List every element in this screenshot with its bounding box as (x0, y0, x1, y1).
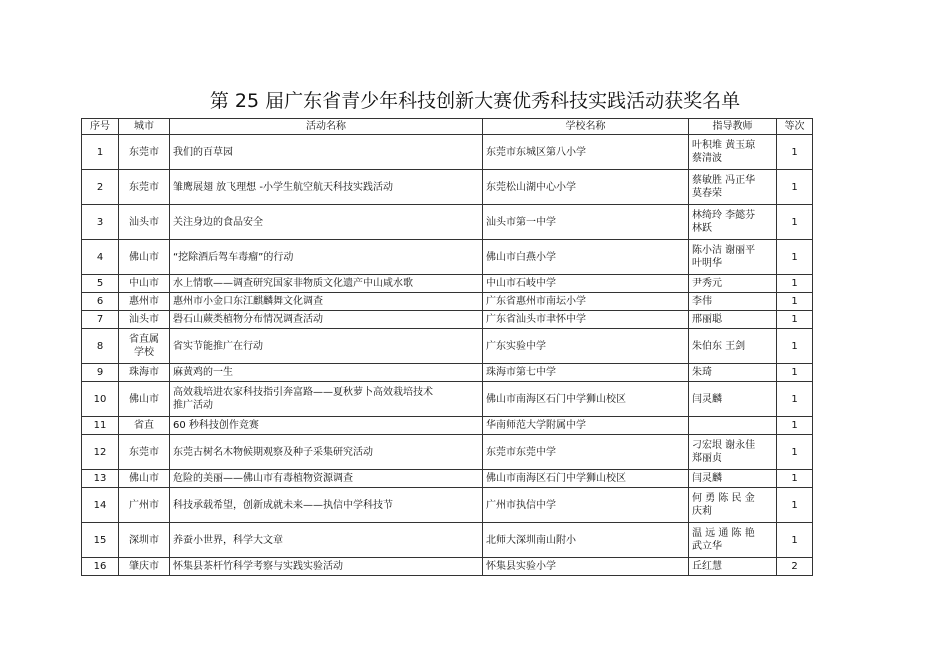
cell-school: 中山市石岐中学 (483, 275, 689, 293)
cell-rank: 1 (777, 170, 813, 205)
cell-school: 东莞市东城区第八小学 (483, 135, 689, 170)
cell-rank: 1 (777, 470, 813, 488)
cell-no: 13 (82, 470, 119, 488)
cell-school: 华南师范大学附属中学 (483, 417, 689, 435)
cell-activity: 养蚕小世界，科学大文章 (170, 523, 483, 558)
cell-teacher: 闫灵麟 (689, 382, 777, 417)
cell-teacher: 李伟 (689, 293, 777, 311)
cell-activity: 60 秒科技创作竞赛 (170, 417, 483, 435)
cell-rank: 1 (777, 382, 813, 417)
cell-rank: 1 (777, 275, 813, 293)
cell-city: 东莞市 (119, 435, 170, 470)
cell-activity: 礐石山蕨类植物分布情况调查活动 (170, 311, 483, 329)
cell-city: 汕头市 (119, 205, 170, 240)
table-row (82, 240, 813, 275)
cell-school: 北师大深圳南山附小 (483, 523, 689, 558)
cell-rank: 1 (777, 135, 813, 170)
cell-teacher: 朱琦 (689, 364, 777, 382)
table-body (82, 135, 813, 576)
cell-school: 广东实验中学 (483, 329, 689, 364)
cell-rank: 1 (777, 311, 813, 329)
cell-school: 怀集县实验小学 (483, 558, 689, 576)
cell-no: 5 (82, 275, 119, 293)
cell-no: 8 (82, 329, 119, 364)
header-city: 城市 (119, 119, 170, 135)
table-row (82, 275, 813, 293)
cell-rank: 1 (777, 364, 813, 382)
header-no: 序号 (82, 119, 119, 135)
cell-school: 佛山市南海区石门中学狮山校区 (483, 470, 689, 488)
cell-activity: 水上情歌——调查研究国家非物质文化遗产中山咸水歌 (170, 275, 483, 293)
cell-no: 14 (82, 488, 119, 523)
header-school: 学校名称 (483, 119, 689, 135)
cell-teacher: 丘红慧 (689, 558, 777, 576)
table-row (82, 329, 813, 364)
cell-city: 惠州市 (119, 293, 170, 311)
table-row (82, 523, 813, 558)
cell-city: 省直 (119, 417, 170, 435)
cell-no: 16 (82, 558, 119, 576)
cell-teacher: 尹秀元 (689, 275, 777, 293)
cell-teacher: 何 勇 陈 民 金 庆莉 (689, 488, 777, 523)
table-row (82, 170, 813, 205)
cell-city: 肇庆市 (119, 558, 170, 576)
table-row (82, 311, 813, 329)
table-row (82, 435, 813, 470)
cell-no: 10 (82, 382, 119, 417)
cell-teacher: 朱伯东 王剑 (689, 329, 777, 364)
cell-activity: 雏鹰展翅 放飞理想 -小学生航空航天科技实践活动 (170, 170, 483, 205)
cell-school: 佛山市南海区石门中学狮山校区 (483, 382, 689, 417)
cell-city: 省直属 学校 (119, 329, 170, 364)
cell-teacher: 温 远 通 陈 艳 武立华 (689, 523, 777, 558)
table-row (82, 293, 813, 311)
cell-teacher: 蔡敏胜 冯正华 莫春荣 (689, 170, 777, 205)
cell-school: 佛山市白燕小学 (483, 240, 689, 275)
table-row (82, 135, 813, 170)
cell-school: 广东省惠州市南坛小学 (483, 293, 689, 311)
table-row (82, 205, 813, 240)
header-teacher: 指导教师 (689, 119, 777, 135)
cell-activity: 惠州市小金口东江麒麟舞文化调查 (170, 293, 483, 311)
cell-school: 广州市执信中学 (483, 488, 689, 523)
cell-rank: 1 (777, 488, 813, 523)
cell-activity: 我们的百草园 (170, 135, 483, 170)
cell-rank: 2 (777, 558, 813, 576)
page-title: 第 25 届广东省青少年科技创新大赛优秀科技实践活动获奖名单 (209, 90, 741, 112)
table-header-row (82, 119, 813, 135)
cell-school: 汕头市第一中学 (483, 205, 689, 240)
cell-rank: 1 (777, 240, 813, 275)
cell-school: 珠海市第七中学 (483, 364, 689, 382)
awards-table (81, 118, 813, 576)
cell-teacher: 闫灵麟 (689, 470, 777, 488)
cell-no: 7 (82, 311, 119, 329)
cell-no: 12 (82, 435, 119, 470)
cell-rank: 1 (777, 329, 813, 364)
cell-city: 佛山市 (119, 240, 170, 275)
cell-teacher: 刁宏垠 谢永佳 郑丽贞 (689, 435, 777, 470)
cell-no: 3 (82, 205, 119, 240)
cell-activity: 怀集县茶杆竹科学考察与实践实验活动 (170, 558, 483, 576)
cell-no: 4 (82, 240, 119, 275)
cell-no: 11 (82, 417, 119, 435)
cell-rank: 1 (777, 417, 813, 435)
table-row (82, 382, 813, 417)
cell-activity: “挖除酒后驾车毒瘤”的行动 (170, 240, 483, 275)
cell-activity: 麻黄鸡的一生 (170, 364, 483, 382)
header-activity: 活动名称 (170, 119, 483, 135)
cell-teacher: 叶积堆 黄玉琼 蔡清波 (689, 135, 777, 170)
header-rank: 等次 (777, 119, 813, 135)
table-row (82, 417, 813, 435)
cell-city: 广州市 (119, 488, 170, 523)
cell-activity: 东莞古树名木物候期观察及种子采集研究活动 (170, 435, 483, 470)
cell-rank: 1 (777, 523, 813, 558)
cell-activity: 科技承载希望，创新成就未来——执信中学科技节 (170, 488, 483, 523)
cell-school: 东莞松山湖中心小学 (483, 170, 689, 205)
cell-city: 深圳市 (119, 523, 170, 558)
table-row (82, 470, 813, 488)
cell-city: 东莞市 (119, 170, 170, 205)
cell-school: 东莞市东莞中学 (483, 435, 689, 470)
cell-activity: 高效栽培进农家科技指引奔富路——夏秋萝卜高效栽培技术 推广活动 (170, 382, 483, 417)
cell-teacher: 陈小洁 谢丽平 叶明华 (689, 240, 777, 275)
cell-city: 汕头市 (119, 311, 170, 329)
cell-teacher (689, 417, 777, 435)
cell-rank: 1 (777, 205, 813, 240)
cell-rank: 1 (777, 293, 813, 311)
cell-rank: 1 (777, 435, 813, 470)
cell-city: 中山市 (119, 275, 170, 293)
table-row (82, 488, 813, 523)
cell-activity: 省实节能推广在行动 (170, 329, 483, 364)
cell-activity: 关注身边的食品安全 (170, 205, 483, 240)
cell-no: 15 (82, 523, 119, 558)
cell-city: 珠海市 (119, 364, 170, 382)
cell-no: 6 (82, 293, 119, 311)
cell-no: 1 (82, 135, 119, 170)
table-row (82, 558, 813, 576)
cell-school: 广东省汕头市聿怀中学 (483, 311, 689, 329)
cell-teacher: 邢丽聪 (689, 311, 777, 329)
cell-no: 9 (82, 364, 119, 382)
cell-no: 2 (82, 170, 119, 205)
cell-city: 佛山市 (119, 382, 170, 417)
cell-city: 东莞市 (119, 135, 170, 170)
cell-city: 佛山市 (119, 470, 170, 488)
table-row (82, 364, 813, 382)
cell-activity: 危险的美丽——佛山市有毒植物资源调查 (170, 470, 483, 488)
cell-teacher: 林绮玲 李懿芬 林跃 (689, 205, 777, 240)
